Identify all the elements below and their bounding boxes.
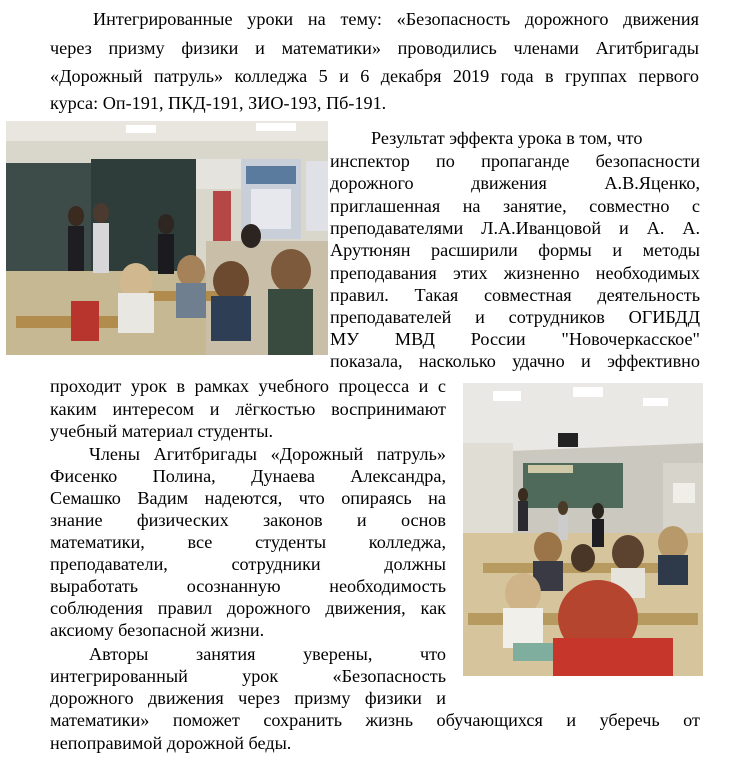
- text-line: каким интересом и лёгкостью воспринимают: [50, 399, 446, 419]
- text-line: МУ МВД России "Новочеркасское": [330, 329, 700, 349]
- text-line: непоправимой дорожной беды.: [50, 733, 292, 753]
- text-line: проходит урок в рамках учебного процесса и с: [50, 376, 446, 396]
- text-line: преподавателей и сотрудников ОГИБДД: [330, 307, 700, 327]
- text-line: приглашенная на занятие, совместно с: [330, 196, 700, 216]
- text-line: учебный материал студенты.: [50, 421, 273, 441]
- text-line: «Дорожный патруль» колледжа 5 и 6 декабря 2019 года в группах первого: [50, 66, 699, 86]
- text-line: математики» поможет сохранить жизнь обучающихся и уберечь от: [50, 710, 700, 730]
- text-line: Арутюнян расширили формы и методы: [330, 240, 700, 260]
- classroom-photo-1: [6, 121, 328, 355]
- text-line: правил. Такая совместная деятельность: [330, 285, 700, 305]
- text-line: преподавания этих жизненно необходимых: [330, 263, 700, 283]
- text-line: интегрированный урок «Безопасность: [50, 666, 446, 686]
- text-line: Семашко Вадим надеются, что опираясь на: [50, 488, 446, 508]
- text-line: дорожного движения А.В.Яценко,: [330, 173, 700, 193]
- text-line: дорожного движения через призму физики и: [50, 688, 446, 708]
- text-line: показала, насколько удачно и эффективно: [330, 351, 700, 371]
- text-line: знание физических законов и основ: [50, 510, 446, 530]
- text-line: Члены Агитбригады «Дорожный патруль»: [89, 444, 446, 464]
- text-line: Авторы занятия уверены, что: [89, 644, 446, 664]
- text-line: инспектор по пропаганде безопасности: [330, 151, 700, 171]
- text-line: выработать осознанную необходимость: [50, 576, 446, 596]
- text-line: курса: Оп-191, ПКД-191, ЗИО-193, Пб-191.: [50, 93, 387, 113]
- text-line: Интегрированные уроки на тему: «Безопасность дорожного движения: [93, 9, 699, 29]
- text-line: Фисенко Полина, Дунаева Александра,: [50, 466, 446, 486]
- classroom-photo-2: [463, 383, 703, 676]
- text-line: преподаватели, сотрудники должны: [50, 554, 446, 574]
- text-line: соблюдения правил дорожного движения, как: [50, 598, 446, 618]
- text-line: через призму физики и математики» проводились членами Агитбригады: [50, 38, 699, 58]
- text-line: преподавателями Л.А.Иванцовой и А. А.: [330, 218, 700, 238]
- text-line: аксиому безопасной жизни.: [50, 620, 265, 640]
- text-line: Результат эффекта урока в том, что: [371, 128, 643, 148]
- text-line: математики, все студенты колледжа,: [50, 532, 446, 552]
